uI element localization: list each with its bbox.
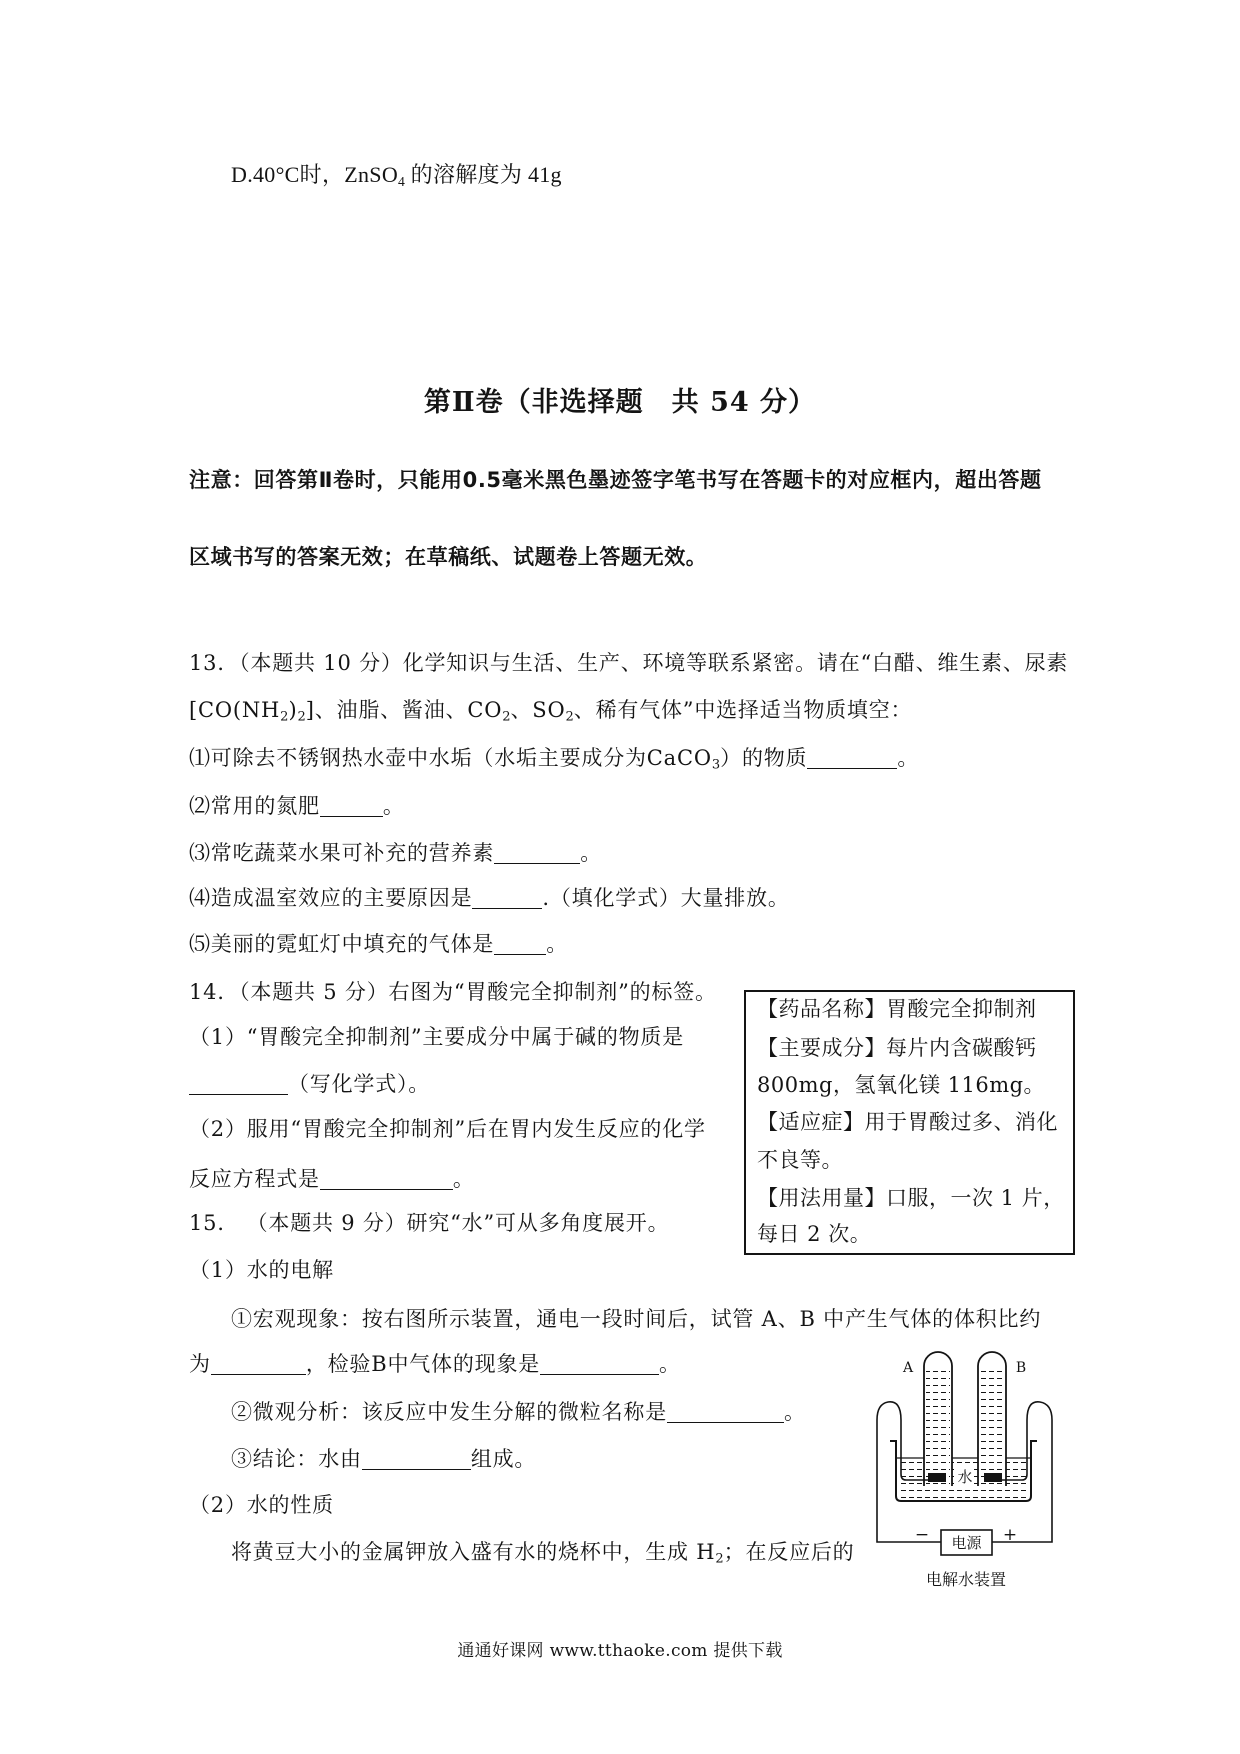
text-segment: ；在反应后的 <box>723 1540 855 1564</box>
drug-label-box <box>744 990 1075 1255</box>
text-segment: ]、油脂、酱油、CO <box>305 698 503 722</box>
answer-blank <box>211 1354 306 1375</box>
notice-line-2: 区域书写的答案无效；在草稿纸、试题卷上答题无效。 <box>189 545 708 569</box>
subscript: 2 <box>715 1551 724 1567</box>
text-segment: [CO(NH <box>189 698 281 722</box>
q14-part-1-line-1: （1）“胃酸完全抑制剂”主要成分中属于碱的物质是 <box>189 1025 685 1049</box>
power-supply-label: 电源 <box>951 1534 982 1552</box>
drug-label-line: 【适应症】用于胃酸过多、消化 <box>757 1110 1058 1134</box>
text-segment: 。 <box>546 932 569 956</box>
q13-item-2 <box>189 794 405 818</box>
water-label: 水 <box>957 1468 973 1486</box>
diagram-caption: 电解水装置 <box>925 1570 1007 1589</box>
subscript: 2 <box>280 709 289 725</box>
answer-blank <box>472 888 542 909</box>
text-segment: （写化学式）。 <box>288 1072 431 1096</box>
text-segment: 。 <box>382 794 405 818</box>
text-segment: ⑸美丽的霓虹灯中填充的气体是 <box>189 932 495 956</box>
subscript: 2 <box>502 709 511 725</box>
q14-part-2-line-2 <box>189 1167 475 1191</box>
text-segment: 。 <box>659 1352 681 1376</box>
tube-a-water <box>926 1370 950 1486</box>
subscript: 2 <box>565 709 574 725</box>
text-segment: .（填化学式）大量排放。 <box>542 886 790 910</box>
text-segment: 。 <box>784 1400 806 1424</box>
text-segment: 。 <box>580 841 603 865</box>
text-segment: 为 <box>189 1352 211 1376</box>
text-segment: 。 <box>897 746 920 770</box>
q13-item-3 <box>189 841 602 865</box>
text-segment: ) <box>288 698 298 722</box>
answer-blank <box>494 843 580 864</box>
section-title: 第Ⅱ卷（非选择题 共 54 分） <box>423 387 817 418</box>
q15-macro-line-2 <box>189 1352 681 1376</box>
tube-b-label: B <box>1015 1360 1027 1376</box>
text-segment: ⑶常吃蔬菜水果可补充的营养素 <box>189 841 495 865</box>
negative-sign: − <box>914 1525 930 1545</box>
text-segment: ⑴可除去不锈钢热水壶中水垢（水垢主要成分为CaCO <box>189 746 712 770</box>
q15-stem: 15． （本题共 9 分）研究“水”可从多角度展开。 <box>189 1211 670 1235</box>
answer-blank <box>362 1449 471 1470</box>
q13-stem-line-2 <box>189 698 913 725</box>
q14-part-2-line-1: （2）服用“胃酸完全抑制剂”后在胃内发生反应的化学 <box>189 1117 706 1141</box>
subscript: 4 <box>398 173 405 189</box>
q12-option-d <box>231 163 562 187</box>
text-segment: 组成。 <box>470 1447 537 1471</box>
q15-part-1-heading: （1）水的电解 <box>189 1258 334 1282</box>
tube-b-water <box>980 1370 1004 1486</box>
text-segment: ⑵常用的氮肥 <box>189 794 320 818</box>
drug-label-line: 不良等。 <box>757 1148 843 1172</box>
text-segment: ②微观分析：该反应中发生分解的微粒名称是 <box>231 1400 667 1424</box>
subscript: 3 <box>711 757 721 773</box>
tube-a-label: A <box>902 1360 914 1376</box>
electrode-a <box>928 1473 946 1482</box>
q13-item-1 <box>189 746 920 773</box>
q15-part-2-heading: （2）水的性质 <box>189 1493 334 1517</box>
drug-label-line: 800mg，氢氧化镁 116mg。 <box>757 1073 1046 1097</box>
q15-property-line <box>231 1540 855 1567</box>
text-segment: ，检验B中气体的现象是 <box>305 1352 541 1376</box>
text-segment: ⑷造成温室效应的主要原因是 <box>189 886 473 910</box>
q13-stem-line-1: 13．（本题共 10 分）化学知识与生活、生产、环境等联系紧密。请在“白醋、维生素、尿素 <box>189 651 1069 675</box>
text-segment: 反应方程式是 <box>189 1167 320 1191</box>
drug-label-line: 【药品名称】胃酸完全抑制剂 <box>757 997 1037 1021</box>
electrolysis-diagram <box>868 1340 1058 1595</box>
q13-item-5 <box>189 932 568 956</box>
answer-blank <box>320 1169 453 1190</box>
page-footer: 通通好课网 www.tthaoke.com 提供下载 <box>457 1641 783 1661</box>
q13-item-4 <box>189 886 790 910</box>
text-segment: ③结论：水由 <box>231 1447 362 1471</box>
subscript: 2 <box>297 709 306 725</box>
drug-label-line: 每日 2 次。 <box>757 1222 872 1246</box>
drug-label-line: 【主要成分】每片内含碳酸钙 <box>757 1036 1037 1060</box>
q14-part-1-line-2 <box>189 1072 430 1096</box>
text-segment: 。 <box>452 1167 475 1191</box>
answer-blank <box>667 1402 784 1423</box>
text-segment: 、稀有气体”中选择适当物质填空： <box>573 698 913 722</box>
answer-blank <box>494 934 546 955</box>
text-segment: 将黄豆大小的金属钾放入盛有水的烧杯中，生成 H <box>231 1540 716 1564</box>
answer-blank <box>189 1074 288 1095</box>
q15-conclusion <box>231 1447 536 1471</box>
q14-stem: 14．（本题共 5 分）右图为“胃酸完全抑制剂”的标签。 <box>189 980 717 1004</box>
q15-micro-analysis <box>231 1400 806 1424</box>
text-segment: 的溶解度为 41g <box>404 162 562 187</box>
answer-blank <box>540 1354 659 1375</box>
electrode-b <box>984 1473 1002 1482</box>
drug-label-line: 【用法用量】口服，一次 1 片， <box>757 1186 1065 1210</box>
text-segment: D.40°C时，ZnSO <box>231 162 399 187</box>
text-segment: ）的物质 <box>720 746 808 770</box>
positive-sign: + <box>1002 1525 1018 1545</box>
notice-line-1: 注意：回答第Ⅱ卷时，只能用0.5毫米黑色墨迹签字笔书写在答题卡的对应框内，超出答题 <box>189 468 1042 492</box>
q15-macro-line-1: ①宏观现象：按右图所示装置，通电一段时间后，试管 A、B 中产生气体的体积比约 <box>231 1307 1042 1331</box>
answer-blank <box>320 796 383 817</box>
answer-blank <box>807 748 897 769</box>
text-segment: 、SO <box>510 698 566 722</box>
